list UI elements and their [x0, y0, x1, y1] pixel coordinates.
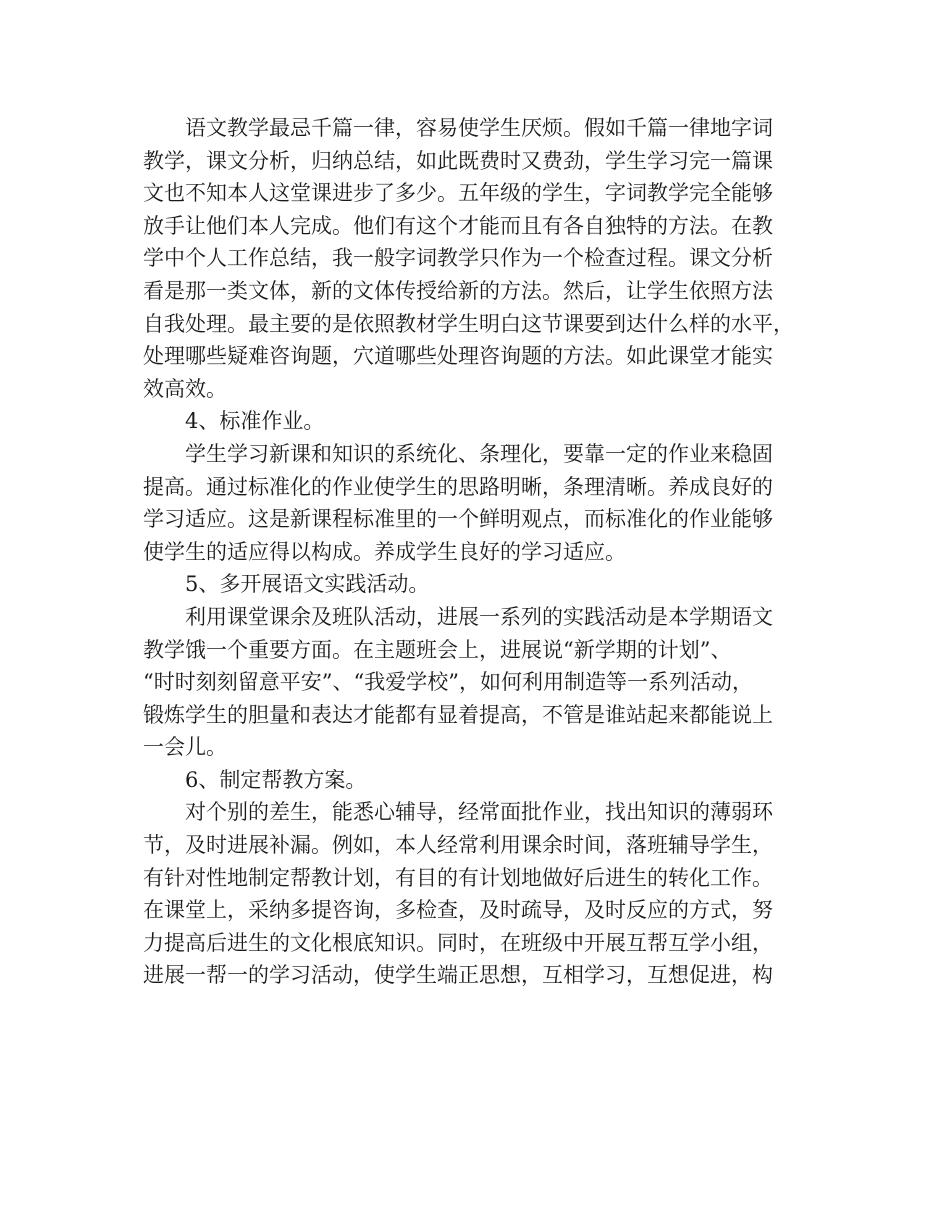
text-line-13: 学习适应。这是新课程标准里的一个鲜明观点，而标准化的作业能够 [143, 507, 773, 532]
text-line-7: 自我处理。最主要的是依照教材学生明白这节课要到达什么样的水平， [143, 311, 794, 336]
text-line-4: 放手让他们本人完成。他们有这个才能而且有各自独特的方法。在教 [143, 213, 773, 238]
text-line-26: 力提高后进生的文化根底知识。同时，在班级中开展互帮互学小组， [143, 930, 773, 955]
text-line-17: 教学饿一个重要方面。在主题班会上，进展说“新学期的计划”、 [143, 637, 732, 662]
text-line-23: 节，及时进展补漏。例如，本人经常利用课余时间，落班辅导学生， [143, 833, 773, 858]
text-line-8: 处理哪些疑难咨询题，穴道哪些处理咨询题的方法。如此课堂才能实 [143, 344, 773, 369]
text-line-20: 一会儿。 [143, 735, 227, 760]
text-line-6: 看是那一类文体，新的文体传授给新的方法。然后，让学生依照方法 [143, 278, 773, 303]
document-body [143, 112, 815, 992]
section-heading-4: 4、标准作业。 [185, 409, 325, 434]
text-line-1: 语文教学最忌千篇一律，容易使学生厌烦。假如千篇一律地字词 [185, 116, 773, 140]
text-line-5: 学中个人工作总结，我一般字词教学只作为一个检查过程。课文分析 [143, 246, 773, 271]
text-line-25: 在课堂上，采纳多提咨询，多检查，及时疏导，及时反应的方式，努 [143, 898, 773, 923]
text-line-18: “时时刻刻留意平安”、“我爱学校”，如何利用制造等一系列活动， [143, 670, 753, 695]
text-line-24: 有针对性地制定帮教计划，有目的有计划地做好后进生的转化工作。 [143, 865, 773, 890]
text-line-22: 对个别的差生，能悉心辅导，经常面批作业，找出知识的薄弱环 [185, 800, 773, 825]
text-line-2: 教学，课文分析，归纳总结，如此既费时又费劲，学生学习完一篇课 [143, 148, 773, 173]
text-line-14: 使学生的适应得以构成。养成学生良好的学习适应。 [143, 539, 626, 564]
text-line-11: 学生学习新课和知识的系统化、条理化，要靠一定的作业来稳固 [185, 441, 773, 466]
text-line-19: 锻炼学生的胆量和表达才能都有显着提高，不管是谁站起来都能说上 [143, 702, 773, 727]
text-line-9: 效高效。 [143, 376, 227, 401]
section-heading-5: 5、多开展语文实践活动。 [185, 572, 430, 597]
text-line-3: 文也不知本人这堂课进步了多少。五年级的学生，字词教学完全能够 [143, 181, 773, 206]
text-line-12: 提高。通过标准化的作业使学生的思路明晰，条理清晰。养成良好的 [143, 474, 773, 499]
text-line-27: 进展一帮一的学习活动，使学生端正思想，互相学习，互想促进，构 [143, 963, 773, 988]
text-line-16: 利用课堂课余及班队活动，进展一系列的实践活动是本学期语文 [185, 604, 773, 629]
section-heading-6: 6、制定帮教方案。 [185, 767, 367, 792]
